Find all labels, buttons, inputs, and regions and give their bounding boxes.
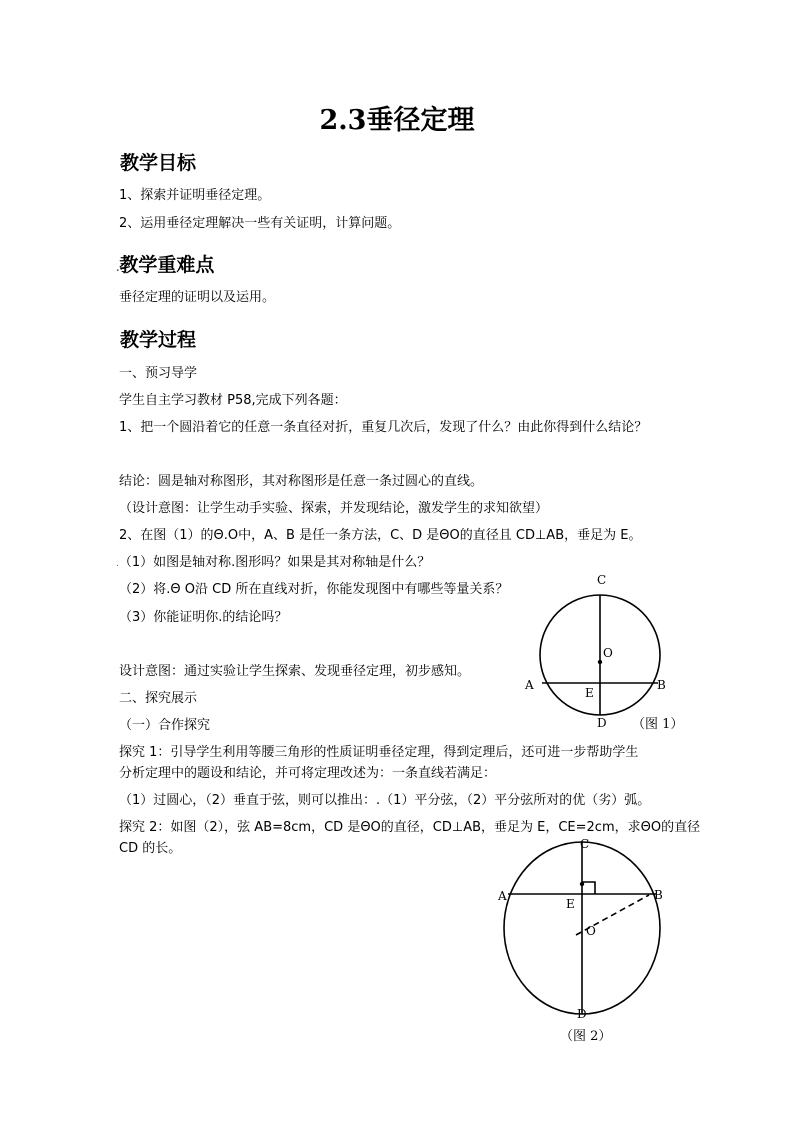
question-2: 2、在图（1）的Θ.O中，A、B 是任一条方法，C、D 是ΘO的直径且 CD⊥AB，垂足为 E。 (119, 528, 642, 543)
question-1: 1、把一个圆沿着它的任意一条直径对折，重复几次后，发现了什么？由此你得到什么结论？ (119, 420, 648, 435)
process-heading: 教学过程 (120, 329, 197, 351)
figure-1-caption: （图 1） (632, 717, 684, 732)
green-dot-marker: . (116, 264, 120, 274)
keypoints-heading-row (116, 250, 214, 277)
page-title: 2.3垂径定理 (319, 105, 475, 136)
preview-heading: 一、预习导学 (119, 366, 198, 381)
explore-heading: 二、探究展示 (119, 691, 198, 706)
question-2-2: （2）将.Θ O沿 CD 所在直线对折，你能发现图中有哪些等量关系？ (119, 582, 509, 597)
cooperate-heading: （一）合作探究 (119, 718, 211, 733)
label-c: C (580, 837, 590, 851)
keypoints-text: 垂径定理的证明以及运用。 (119, 290, 276, 305)
label-d: D (577, 1007, 587, 1021)
label-b: B (654, 888, 663, 902)
label-c: C (597, 573, 607, 587)
design-intent-1: （设计意图：让学生动手实验、探索，并发现结论，激发学生的求知欲望） (119, 501, 549, 516)
point-e (580, 882, 584, 886)
conclusion-text: 结论：圆是轴对称图形，其对称图形是任意一条过圆心的直线。 (119, 474, 484, 489)
keypoints-heading: 教学重难点 (119, 254, 215, 276)
figure-2-circle-diagram (492, 832, 682, 1032)
label-o: O (603, 646, 613, 660)
question-2-1: （1）如图是轴对称.图形吗？如果是其对称轴是什么？ (118, 555, 431, 570)
explore-1-line-1: 探究 1：引导学生利用等腰三角形的性质证明垂径定理，得到定理后，还可进一步帮助学生 (119, 745, 639, 760)
label-e: E (585, 686, 594, 700)
explore-2-line-2: CD 的长。 (119, 841, 182, 856)
design-intent-2: 设计意图：通过实验让学生探索、发现垂径定理，初步感知。 (119, 664, 471, 679)
objectives-heading: 教学目标 (120, 152, 197, 174)
center-point (598, 660, 602, 664)
explore-2-line-1: 探究 2：如图（2），弦 AB=8cm，CD 是ΘO的直径，CD⊥AB，垂足为 E，CE=2cm，求ΘO的直径 (119, 820, 701, 835)
question-2-3: （3）你能证明你.的结论吗？ (119, 610, 288, 625)
figure-2-caption: （图 2） (560, 1029, 612, 1044)
explore-1-line-2: 分析定理中的题设和结论，并可将定理改述为：一条直线若满足： (119, 766, 497, 781)
label-a: A (498, 889, 507, 903)
label-d: D (597, 716, 607, 730)
label-a: A (525, 678, 534, 692)
objective-1: 1、探索并证明垂径定理。 (119, 188, 271, 203)
explore-1-line-3: （1）过圆心，（2）垂直于弦，则可以推出：.（1）平分弦，（2）平分弦所对的优（劣）弧。 (119, 793, 651, 808)
objective-2: 2、运用垂径定理解决一些有关证明，计算问题。 (119, 216, 401, 231)
figure-1-circle-diagram (515, 565, 685, 735)
question-2-1-row (116, 554, 430, 573)
label-e: E (566, 897, 575, 911)
green-dot-marker: . (116, 559, 119, 569)
preview-intro: 学生自主学习教材 P58,完成下列各题： (119, 393, 347, 408)
label-o: O (586, 924, 596, 938)
label-b: B (657, 678, 666, 692)
